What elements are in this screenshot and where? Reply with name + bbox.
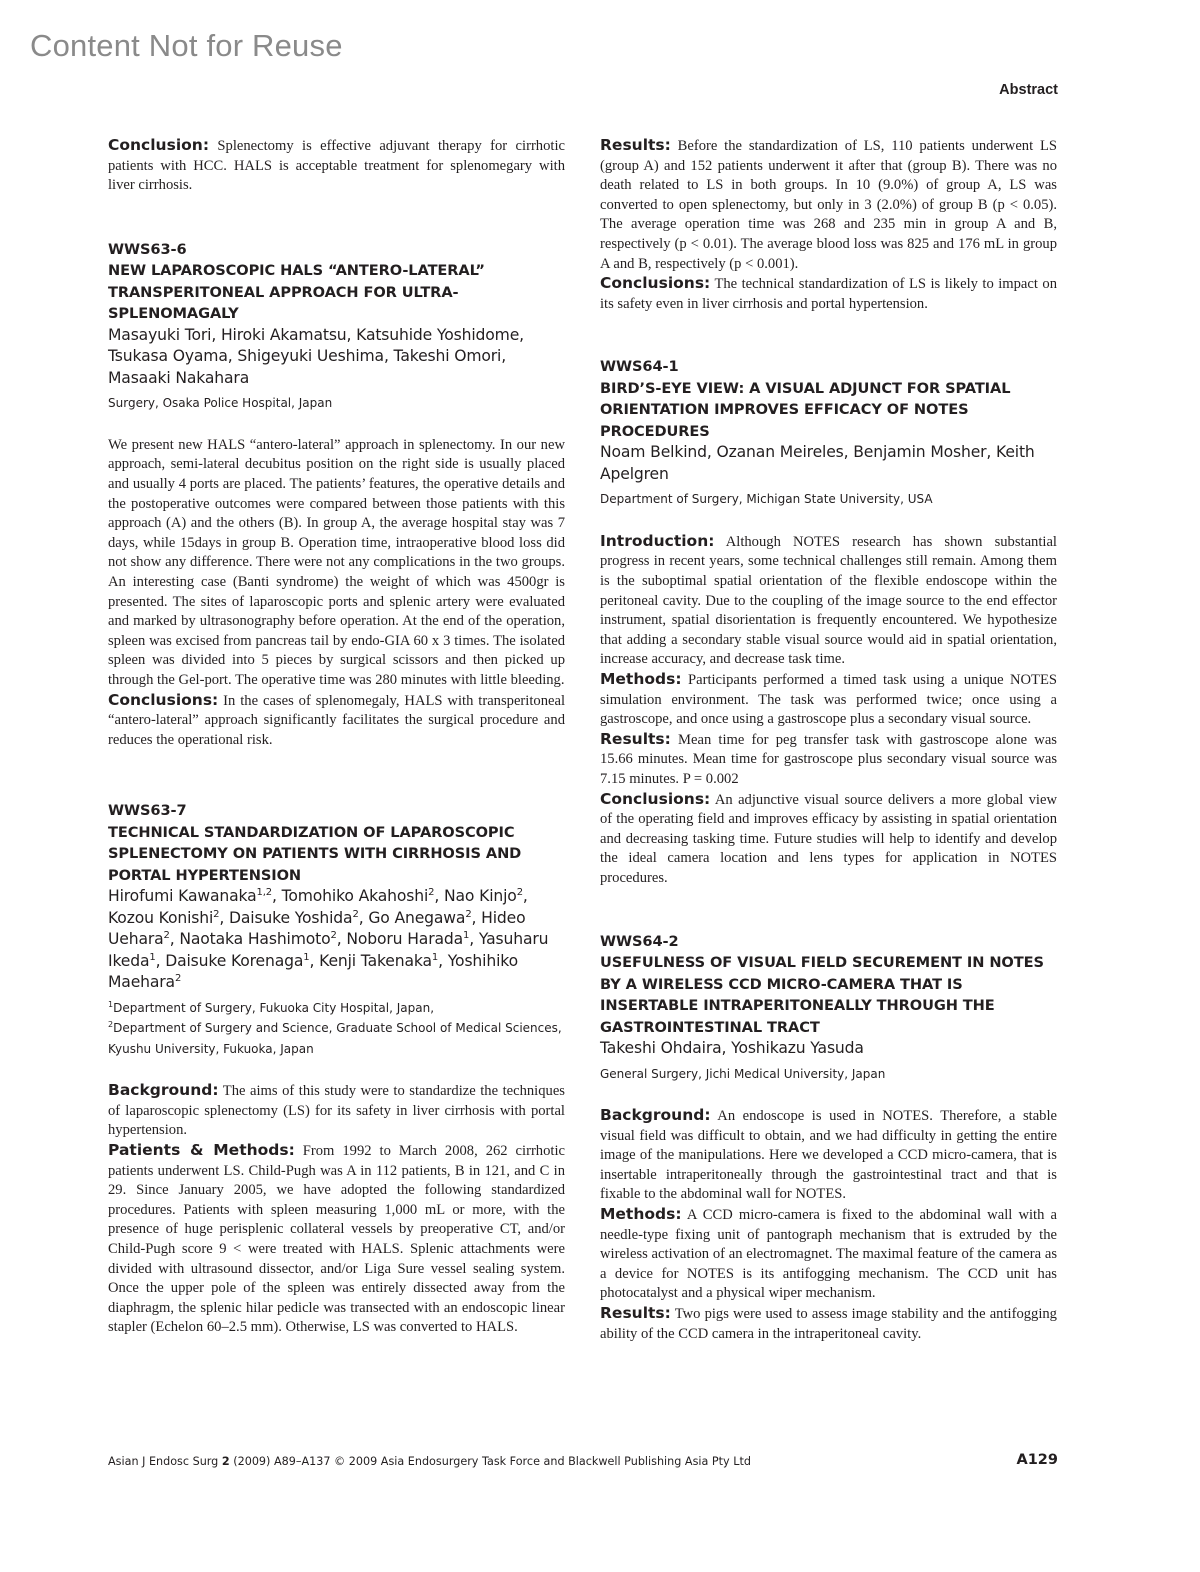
author-name: Daisuke Yoshida (229, 908, 353, 927)
paragraph-text: An endoscope is used in NOTES. Therefore, a stable visual field was difficult to obtain, and we had difficulty in getting the entire image of the manipulations. Here we developed a CCD micro-camera, that is insertable intraperitoneally through the gastrointestinal tract and that is fixable to the abdominal wall for NOTES. (600, 1108, 1057, 1203)
paragraph-text: Splenectomy is effective adjuvant therapy for cirrhotic patients with HCC. HALS is acceptable treatment for splenomegary with liver cirrhosis. (108, 138, 565, 194)
author-name: Kenji Takenaka (319, 951, 432, 970)
affiliation-marker: 1 (108, 999, 114, 1009)
abstract-id: WWS63-6 (108, 240, 187, 258)
paragraph-head: Results: (600, 1303, 671, 1322)
affiliation-text: Department of Surgery, Fukuoka City Hospital, Japan, (113, 1000, 435, 1015)
abstract-results (600, 1304, 1057, 1344)
author-name: Kozou Konishi (108, 908, 214, 927)
abstract-id: WWS63-7 (108, 802, 187, 820)
abstract-wws64-2 (600, 931, 1057, 1345)
abstract-id: WWS64-1 (600, 358, 679, 376)
author-affiliation-marker: 1 (149, 951, 156, 963)
abstract-authors: Takeshi Ohdaira, Yoshikazu Yasuda (600, 1039, 864, 1058)
paragraph-head: Conclusion: (108, 136, 210, 154)
author-affiliation-marker: 2 (516, 887, 523, 899)
abstract-affiliation: Surgery, Osaka Police Hospital, Japan (108, 396, 333, 411)
paragraph-head: Background: (108, 1081, 219, 1100)
author-affiliation-marker: 2 (428, 887, 435, 899)
abstract-methods (108, 1141, 565, 1338)
author-affiliation-marker: 2 (213, 908, 220, 920)
abstract-results (600, 136, 1057, 274)
paragraph-text: From 1992 to March 2008, 262 cirrhotic patients underwent LS. Child-Pugh was A in 112 patients, B in 121, and C in 29. Since January 2005, we have adopted the following standardized procedures. Patients with spleen measuring 1,000 mL or more, with the presence of huge perisplenic collateral vessels by preoperative CT, and/or Child-Pugh score 9 < were treated with HALS. Splenic attachments were divided with ultrasound dissector, and/or Liga Sure vessel sealing system. Once the upper pole of the spleen was entirely dissected away from the diaphragm, the splenic hilar pedicle was transected with an endoscopic linear stapler (Echelon 60–2.5 mm). Otherwise, LS was converted to HALS. (108, 1143, 565, 1336)
paragraph-text: The aims of this study were to standardize the techniques of laparoscopic splenectomy (LS) for its safety in liver cirrhosis with portal hypertension. (108, 1083, 565, 1139)
abstract-methods (600, 670, 1057, 730)
footer-journal: Asian J Endosc Surg (108, 1455, 219, 1468)
author-affiliation-marker: 2 (174, 973, 182, 985)
author-name: Go Anegawa (368, 908, 466, 927)
author-affiliation-marker: 1 (463, 930, 470, 942)
paragraph-head: Results: (600, 729, 671, 748)
prev-conclusion (108, 136, 565, 196)
abstract-background (108, 1081, 565, 1141)
abstract-title: NEW LAPAROSCOPIC HALS “ANTERO-LATERAL” TRANSPERITONEAL APPROACH FOR ULTRA-SPLENOMAGALY (108, 262, 485, 323)
paragraph-text: In the cases of splenomegaly, HALS with transperitoneal “antero-lateral” approach significantly facilitates the surgical procedure and reduces the operational risk. (108, 692, 566, 748)
abstract-conclusions (108, 691, 565, 751)
abstract-title: TECHNICAL STANDARDIZATION OF LAPAROSCOPIC SPLENECTOMY ON PATIENTS WITH CIRRHOSIS AND PORTAL HYPERTENSION (108, 823, 522, 884)
watermark: Content Not for Reuse (30, 28, 343, 63)
abstract-body: We present new HALS “antero-lateral” approach in splenectomy. In our new approach, semi-lateral decubitus position on the right side is usually placed and usually 4 ports are placed. The patients’ features, the operative details and the postoperative outcomes were compared between those patients with this approach (A) and the others (B). In group A, the average hospital stay was 7 days, while 15days in group B. Operation time, intraoperative blood loss did not show any difference. There were not any complications in the two groups. An interesting case (Banti syndrome) the weight of which was 4500gr is presented. The sites of laparoscopic ports and splenic artery were evaluated and marked by ultrasonography before operation. At the end of the operation, spleen was excised from pancreas tail by endo-GIA 60 x 3 times. The isolated spleen was divided into 5 pieces by surgical scissors and then picked up through the Gel-port. The operative time was 280 minutes with little bleeding. (108, 436, 565, 688)
footer-rest: (2009) A89–A137 © 2009 Asia Endosurgery Task Force and Blackwell Publishing Asia Pty Ltd (233, 1455, 751, 1468)
paragraph-head: Patients & Methods: (108, 1141, 295, 1160)
abstract-results (600, 730, 1057, 790)
abstract-authors: Masayuki Tori, Hiroki Akamatsu, Katsuhide Yoshidome, Tsukasa Oyama, Shigeyuki Ueshima, Takeshi Omori, Masaaki Nakahara (108, 325, 524, 387)
paragraph-text: An adjunctive visual source delivers a more global view of the operating field and improves efficacy by assisting in spatial orientation and decreasing tasking time. Future studies will help to identify and develop the ideal camera location and lens types for application in NOTES procedures. (600, 791, 1058, 886)
abstract-title: USEFULNESS OF VISUAL FIELD SECUREMENT IN NOTES BY A WIRELESS CCD MICRO-CAMERA THAT IS INSERTABLE INTRAPERITONEALLY THROUGH THE GASTROINTESTINAL TRACT (600, 954, 1044, 1036)
author-affiliation-marker: 2 (330, 930, 337, 942)
abstract-id: WWS64-2 (600, 932, 679, 950)
author-name: Hirofumi Kawanaka (108, 887, 257, 906)
author-affiliation-marker: 1,2 (256, 887, 273, 899)
paragraph-text: Participants performed a timed task using a unique NOTES simulation environment. The task was performed twice; once using a gastroscope, and once using a gastroscope plus a secondary visual source. (600, 672, 1057, 728)
paragraph-head: Methods: (600, 1205, 682, 1223)
abstract-affiliation (108, 998, 565, 1060)
paragraph-head: Methods: (600, 670, 682, 688)
paragraph-head: Introduction: (600, 531, 715, 550)
abstract-affiliation: General Surgery, Jichi Medical University, Japan (600, 1066, 886, 1081)
paragraph-head: Background: (600, 1106, 711, 1125)
author-name: Yasuharu Ikeda (108, 930, 549, 970)
footer-volume: 2 (221, 1455, 230, 1468)
abstract-title: BIRD’S-EYE VIEW: A VISUAL ADJUNCT FOR SPATIAL ORIENTATION IMPROVES EFFICACY OF NOTES PROCEDURES (600, 379, 1011, 440)
author-name: Noboru Harada (346, 930, 464, 949)
abstract-wws63-7 (108, 800, 565, 1338)
abstract-wws63-6 (108, 239, 565, 751)
author-name: Naotaka Hashimoto (179, 930, 331, 949)
author-name: Yoshihiko Maehara (108, 951, 518, 992)
paragraph-text: A CCD micro-camera is fixed to the abdominal wall with a needle-type fixing unit of pantograph mechanism that is extruded by the wireless activation of an electromagnet. The maximal feature of the camera as a device for NOTES is its antifogging mechanism. The CCD unit has photocatalyst and a physical wiper mechanism. (600, 1207, 1057, 1302)
paragraph-text: Mean time for peg transfer task with gastroscope alone was 15.66 minutes. Mean time for gastroscope plus secondary visual source was 7.15 minutes. P = 0.002 (600, 731, 1057, 787)
paragraph-text: The technical standardization of LS is likely to impact on its safety even in liver cirrhosis and portal hypertension. (600, 276, 1057, 312)
abstract-wws64-1 (600, 356, 1057, 888)
author-name: Nao Kinjo (444, 887, 517, 906)
abstract-conclusions (600, 790, 1057, 889)
abstract-authors: Noam Belkind, Ozanan Meireles, Benjamin Mosher, Keith Apelgren (600, 443, 1035, 483)
abstract-introduction (600, 532, 1057, 670)
author-affiliation-marker: 2 (163, 930, 170, 942)
author-affiliation-marker: 1 (431, 951, 439, 963)
paragraph-head: Results: (600, 136, 671, 154)
paragraph-text: Before the standardization of LS, 110 patients underwent LS (group A) and 152 patients underwent it after that (group B). There was no death related to LS in both groups. In 10 (9.0%) of group A, LS was converted to open splenectomy, but only in 3 (2.0%) of group B (p < 0.05). The average operation time was 268 and 235 min in group A and B, respectively (p < 0.01). The average blood loss was 825 and 176 mL in group A and B, respectively (p < 0.001). (600, 138, 1057, 272)
paragraph-text: Two pigs were used to assess image stability and the antifogging ability of the CCD camera in the intraperitoneal cavity. (600, 1305, 1057, 1342)
author-name: Daisuke Korenaga (165, 951, 304, 970)
author-name: Hideo Uehara (108, 908, 526, 949)
section-label: Abstract (999, 82, 1058, 98)
affiliation-marker: 2 (108, 1020, 114, 1030)
abstract-conclusions (600, 274, 1057, 314)
author-name: Tomohiko Akahoshi (281, 887, 429, 906)
paragraph-head: Conclusions: (600, 789, 711, 808)
right-column (600, 136, 1057, 1344)
page-number: A129 (1016, 1452, 1058, 1468)
author-affiliation-marker: 2 (352, 908, 359, 920)
abstract-methods (600, 1205, 1057, 1304)
abstract-affiliation: Department of Surgery, Michigan State University, USA (600, 492, 933, 507)
abstract-background (600, 1106, 1057, 1205)
affiliation-text: Department of Surgery and Science, Graduate School of Medical Sciences, Kyushu University, Fukuoka, Japan (108, 1021, 562, 1056)
author-affiliation-marker: 2 (465, 908, 472, 920)
footer-citation (108, 1455, 751, 1468)
paragraph-text: Although NOTES research has shown substantial progress in recent years, some technical challenges still remain. Among them is the suboptimal spatial orientation of the flexible endoscope within the peritoneal cavity. Due to the coupling of the image source to the end effector instrument, spatial disorientation is frequently encountered. We hypothesize that adding a secondary stable visual source would aid in spatial orientation, increase accuracy, and decrease task time. (600, 533, 1057, 668)
paragraph-head: Conclusions: (600, 274, 711, 293)
author-affiliation-marker: 1 (303, 951, 310, 963)
abstract-authors: Hirofumi Kawanaka$^{1,2}$, Tomohiko Akahoshi$^2$, Nao Kinjo$^2$, Kozou Konishi$^2$, Daisuke Yoshida$^2$, Go Anegawa$^2$, Hideo Uehara$^2$, Naotaka Hashimoto$^2$, Noboru Harada$^1$, Yasuharu Ikeda$^1$, Daisuke Korenaga$^1$, Kenji Takenaka$^1$, Yoshihiko Maehara$^2$ (108, 887, 549, 992)
left-column (108, 136, 565, 1338)
paragraph-head: Conclusions: (108, 690, 219, 709)
